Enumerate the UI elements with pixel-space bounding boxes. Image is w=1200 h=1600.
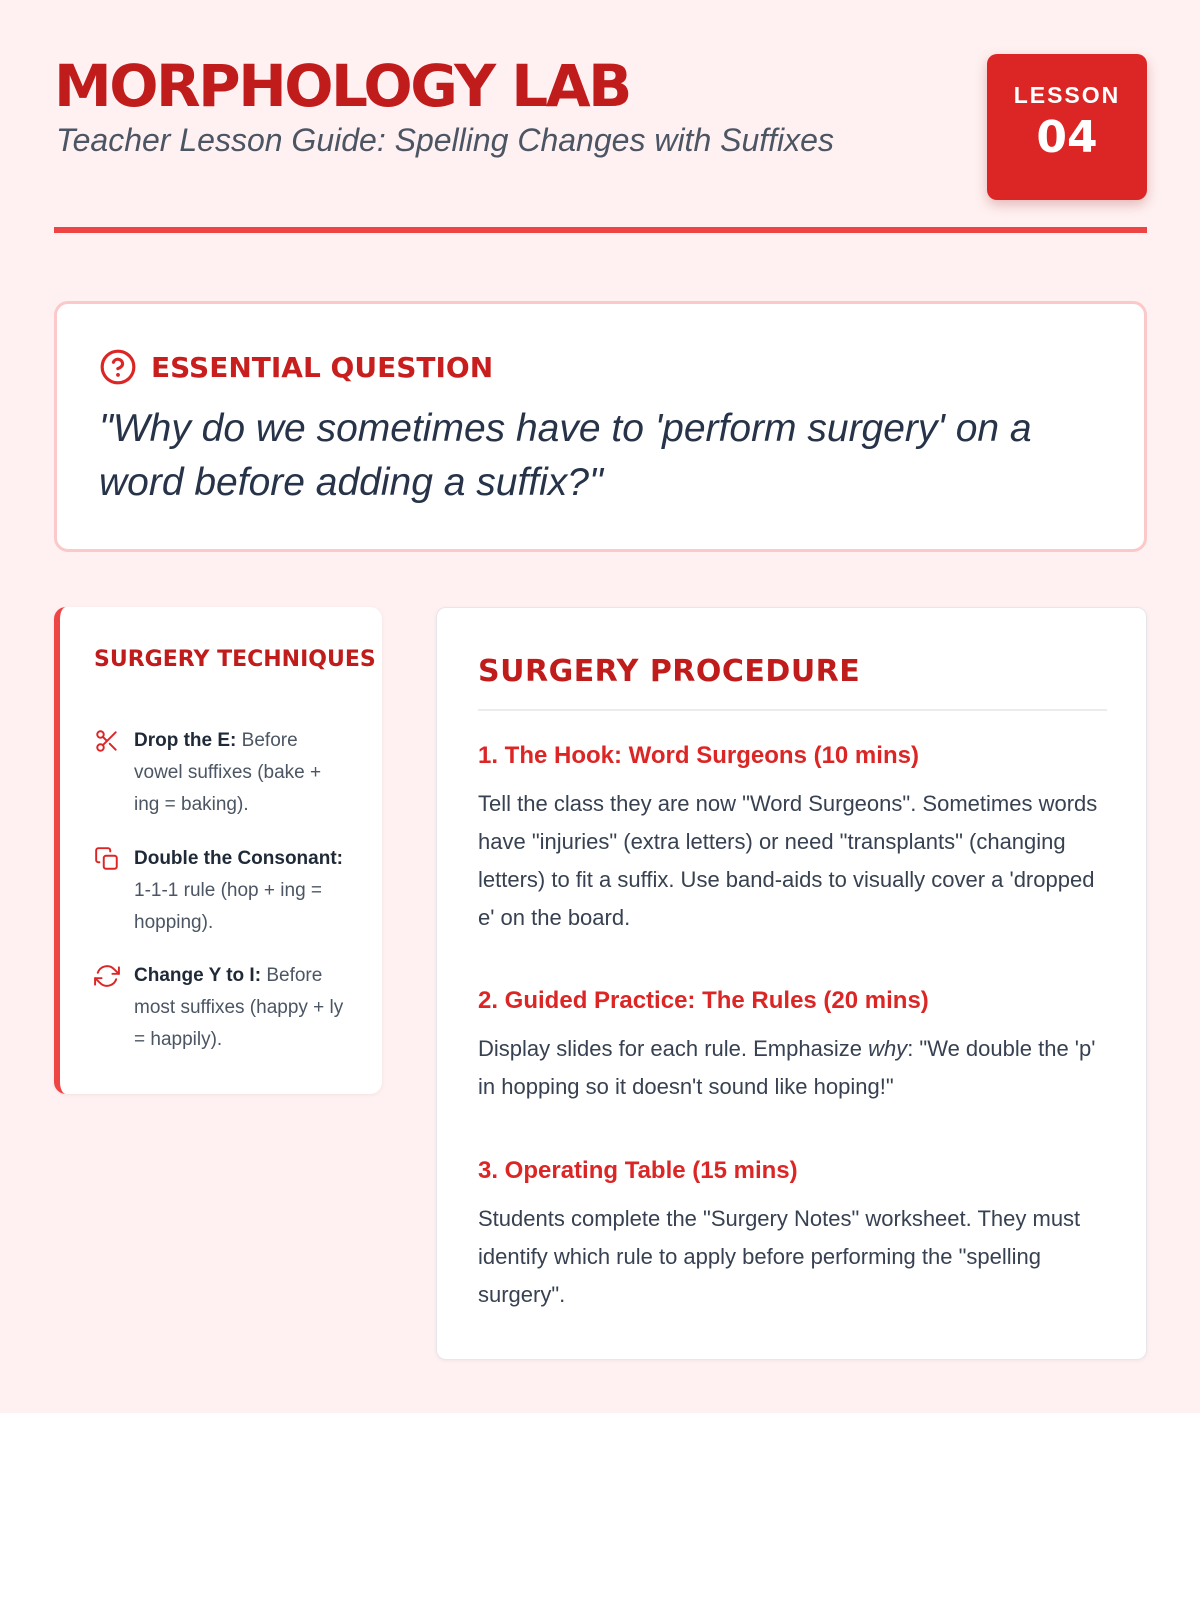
procedure-step-hook — [478, 740, 1107, 937]
technique-text: 1-1-1 rule (hop + ing = hopping). — [134, 880, 323, 933]
surgery-procedure-card — [436, 607, 1147, 1360]
header-divider — [54, 227, 1147, 233]
step-body: Students complete the "Surgery Notes" worksheet. They must identify which rule to apply before performing the "spelling surgery". — [478, 1206, 1081, 1307]
surgery-techniques-card — [54, 607, 382, 1094]
copy-icon — [94, 846, 120, 872]
procedure-step-guided-practice — [478, 985, 1107, 1106]
question-circle-icon — [99, 348, 137, 386]
lesson-badge — [987, 54, 1147, 200]
technique-label: Double the Consonant: — [134, 848, 343, 869]
procedure-divider — [478, 709, 1107, 711]
essential-question-title: ESSENTIAL QUESTION — [151, 350, 494, 384]
refresh-icon — [94, 963, 120, 989]
essential-question-header — [99, 348, 493, 386]
techniques-title: SURGERY TECHNIQUES — [94, 647, 376, 672]
procedure-step-operating-table — [478, 1155, 1107, 1314]
lesson-number: 04 — [1036, 112, 1098, 163]
essential-question-text: "Why do we sometimes have to 'perform surgery' on a word before adding a suffix?" — [99, 407, 1032, 504]
technique-label: Change Y to I: — [134, 965, 262, 986]
step-heading: 3. Operating Table (15 mins) — [478, 1157, 798, 1184]
step-body-after: : "We double the 'p' in hopping so it doesn't sound like hoping!" — [478, 1036, 1096, 1099]
brand-title: MORPHOLOGY LAB — [54, 52, 630, 120]
step-heading: 2. Guided Practice: The Rules (20 mins) — [478, 987, 929, 1014]
lesson-label: LESSON — [1013, 82, 1121, 108]
technique-text: Before vowel suffixes (bake + ing = baking). — [134, 730, 322, 815]
page-subtitle: Teacher Lesson Guide: Spelling Changes with Suffixes — [56, 122, 834, 158]
procedure-title: SURGERY PROCEDURE — [478, 654, 861, 689]
step-body: Tell the class they are now "Word Surgeons". Sometimes words have "injuries" (extra letters) or need "transplants" (changing letters) to fit a suffix. Use band-aids to visually cover a 'dropped e' on the board. — [478, 791, 1098, 930]
technique-item-drop-e — [94, 725, 344, 821]
technique-text: Before most suffixes (happy + ly = happily). — [134, 965, 344, 1050]
step-body — [478, 1030, 1107, 1106]
technique-item-double-consonant — [94, 843, 344, 939]
essential-question-card — [54, 301, 1147, 552]
step-heading: 1. The Hook: Word Surgeons (10 mins) — [478, 742, 919, 769]
step-body-emphasis: why — [868, 1036, 908, 1061]
technique-label: Drop the E: — [134, 730, 237, 751]
scissors-icon — [94, 728, 120, 754]
technique-item-change-y — [94, 960, 344, 1056]
step-body-before: Display slides for each rule. Emphasize — [478, 1036, 869, 1061]
